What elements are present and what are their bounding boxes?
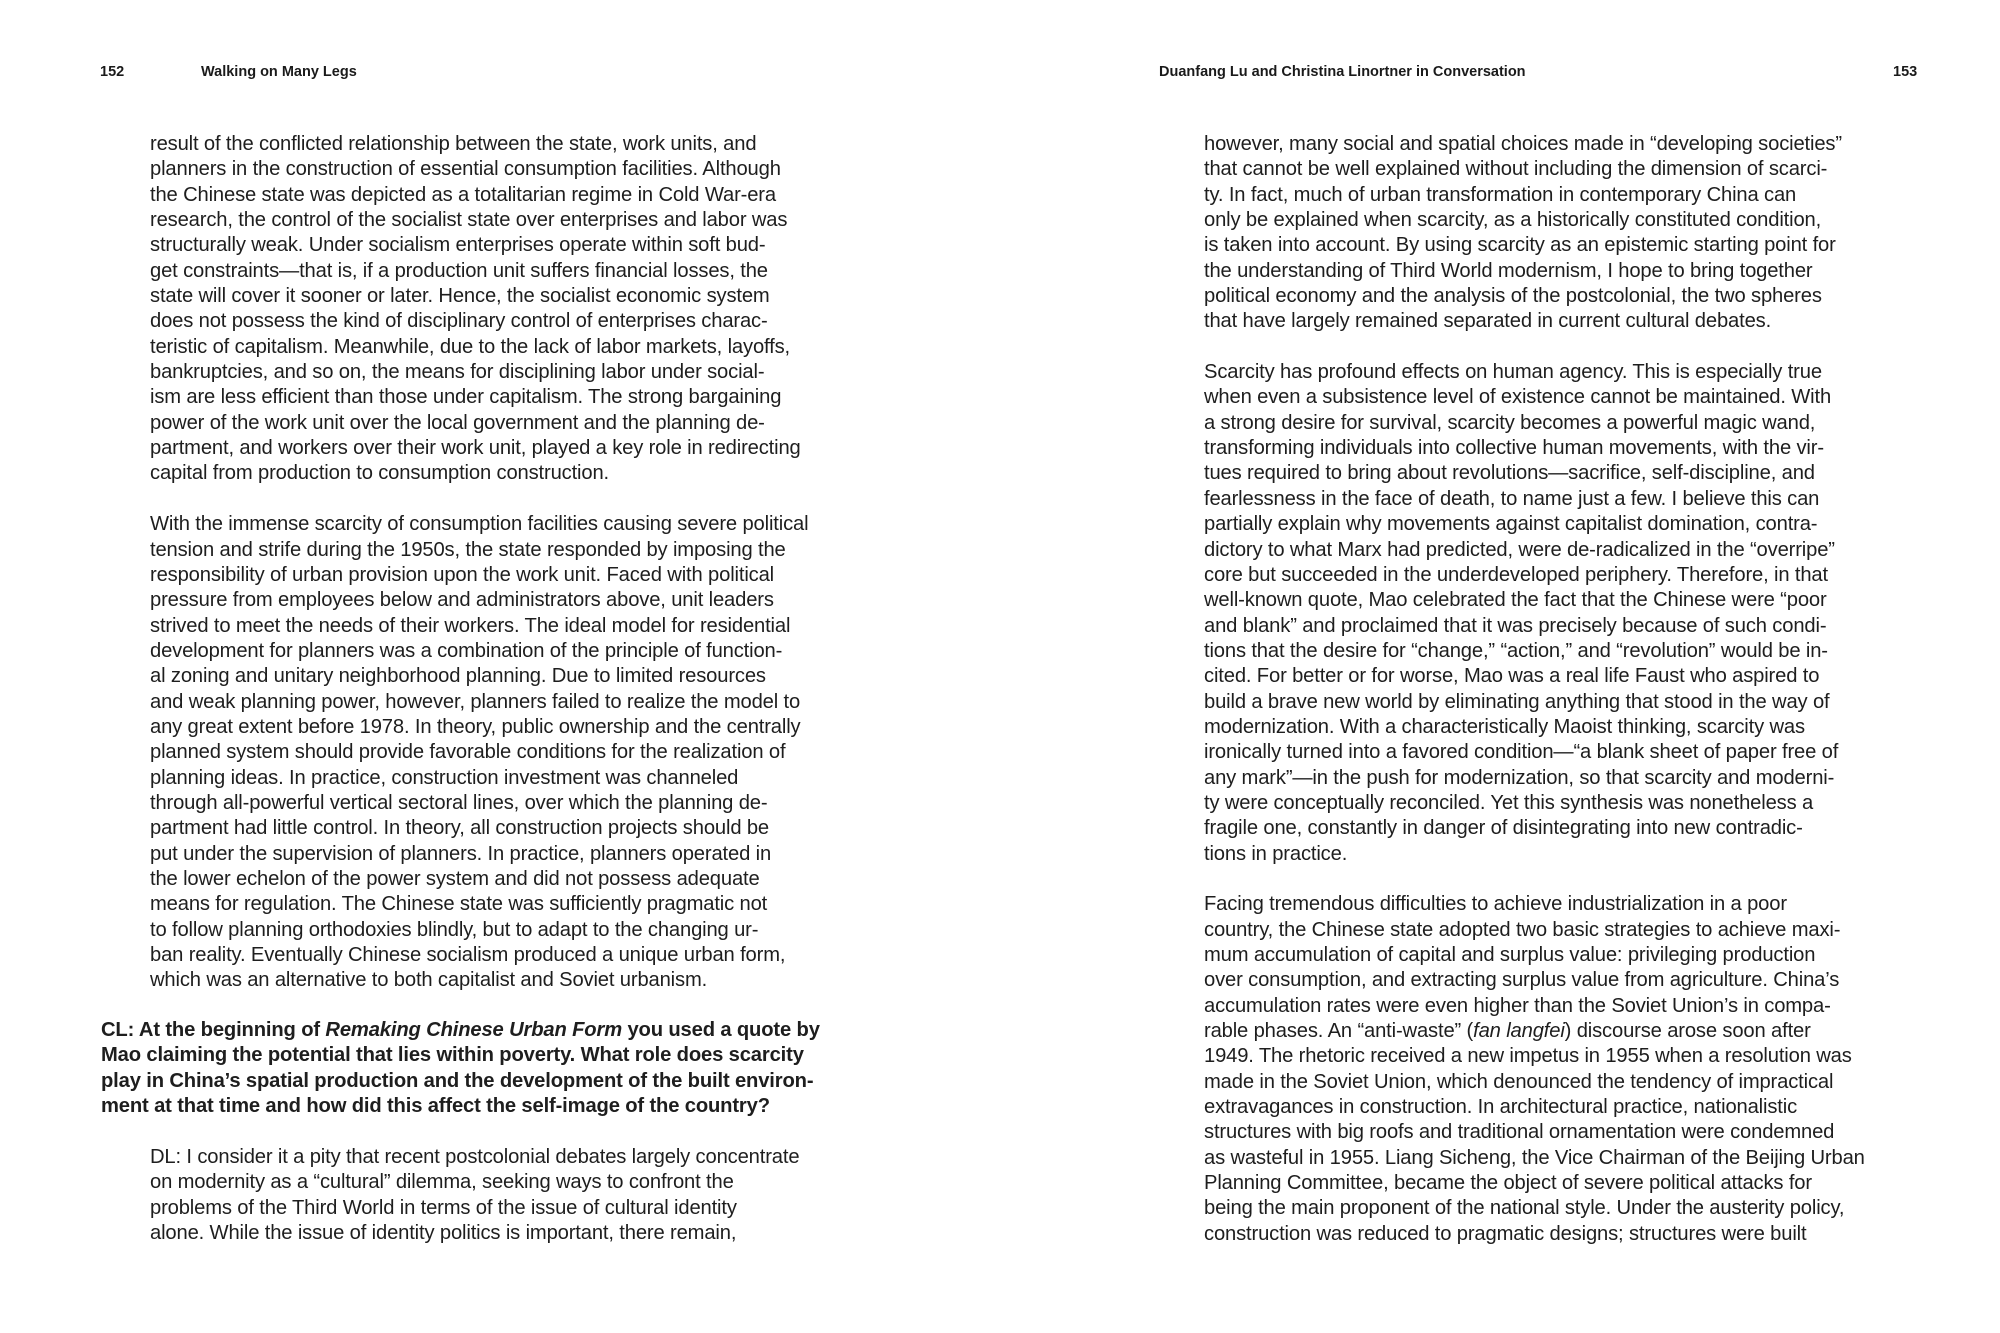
text-line: play in China’s spatial production and the development of the built environ- <box>101 1069 814 1092</box>
text-line: get constraints—that is, if a production unit suffers financial losses, the <box>150 259 768 282</box>
text-line: teristic of capitalism. Meanwhile, due to the lack of labor markets, layoffs, <box>150 335 790 358</box>
text-line: research, the control of the socialist state over enterprises and labor was <box>150 209 788 232</box>
text-line: construction was reduced to pragmatic designs; structures were built <box>1204 1222 1807 1245</box>
text-line: put under the supervision of planners. In practice, planners operated in <box>150 842 772 865</box>
text-fragment: rable phases. An “anti-waste” ( <box>1204 1020 1474 1043</box>
italic-term: fan langfei <box>1473 1020 1565 1043</box>
text-line: through all-powerful vertical sectoral lines, over which the planning de- <box>150 791 768 814</box>
text-line: means for regulation. The Chinese state was sufficiently pragmatic not <box>150 893 768 916</box>
text-line: dictory to what Marx had predicted, were de-radicalized in the “overripe” <box>1204 538 1835 561</box>
text-line: tions that the desire for “change,” “action,” and “revolution” would be in- <box>1204 639 1828 662</box>
question-text: At the beginning of <box>134 1019 326 1041</box>
text-line: does not possess the kind of disciplinary control of enterprises charac- <box>150 310 768 333</box>
text-line: political economy and the analysis of the postcolonial, the two spheres <box>1204 285 1822 308</box>
text-line: ty were conceptually reconciled. Yet this synthesis was nonetheless a <box>1204 791 1814 814</box>
text-line: fragile one, constantly in danger of disintegrating into new contradic- <box>1204 817 1803 840</box>
text-line: partially explain why movements against capitalist domination, contra- <box>1204 513 1818 536</box>
text-line: planned system should provide favorable conditions for the realization of <box>150 741 786 764</box>
text-line: 1949. The rhetoric received a new impetus in 1955 when a resolution was <box>1204 1045 1852 1068</box>
text-fragment: ) discourse arose soon after <box>1564 1020 1811 1043</box>
text-line: problems of the Third World in terms of the issue of cultural identity <box>150 1196 737 1219</box>
text-line: the lower echelon of the power system and did not possess adequate <box>150 867 760 890</box>
question-text: you used a quote by <box>622 1019 820 1041</box>
text-line: ism are less efficient than those under capitalism. The strong bargaining <box>150 386 782 409</box>
text-line: well-known quote, Mao celebrated the fact that the Chinese were “poor <box>1204 589 1827 612</box>
paragraph-3 <box>1204 132 1865 335</box>
text-line: structures with big roofs and traditional ornamentation were condemned <box>1204 1121 1835 1144</box>
text-line: that cannot be well explained without including the dimension of scarci- <box>1204 158 1828 181</box>
text-line: accumulation rates were even higher than the Soviet Union’s in compa- <box>1204 994 1831 1017</box>
text-line: Mao claiming the potential that lies within poverty. What role does scarcity <box>101 1044 804 1067</box>
text-line: partment, and workers over their work unit, played a key role in redirecting <box>150 437 801 460</box>
text-line: alone. While the issue of identity politics is important, there remain, <box>150 1222 737 1245</box>
text-line: mum accumulation of capital and surplus value: privileging production <box>1204 944 1816 966</box>
text-line: only be explained when scarcity, as a historically constituted condition, <box>1204 209 1822 232</box>
interviewer-question <box>101 1018 820 1119</box>
text-line: which was an alternative to both capitalist and Soviet urbanism. <box>150 969 708 992</box>
text-line: tions in practice. <box>1204 842 1348 865</box>
text-line: made in the Soviet Union, which denounced the tendency of impractical <box>1204 1070 1834 1093</box>
text-line: and weak planning power, however, planners failed to realize the model to <box>150 690 801 713</box>
text-line: build a brave new world by eliminating anything that stood in the way of <box>1204 690 1830 713</box>
text-line: partment had little control. In theory, all construction projects should be <box>150 817 770 840</box>
question-line-1 <box>101 1018 820 1043</box>
text-line: fearlessness in the face of death, to name just a few. I believe this can <box>1204 487 1820 510</box>
page-number-left: 152 <box>100 64 125 80</box>
text-line: structurally weak. Under socialism enterprises operate within soft bud- <box>150 234 766 257</box>
text-line: when even a subsistence level of existence cannot be maintained. With <box>1204 386 1832 409</box>
text-line: the Chinese state was depicted as a totalitarian regime in Cold War-era <box>150 183 776 206</box>
text-line: and blank” and proclaimed that it was precisely because of such condi- <box>1204 614 1827 637</box>
text-line: development for planners was a combination of the principle of function- <box>150 639 783 662</box>
text-line: is taken into account. By using scarcity as an epistemic starting point for <box>1204 234 1836 257</box>
text-line: ironically turned into a favored condition—“a blank sheet of paper free of <box>1204 741 1839 764</box>
running-title-right: Duanfang Lu and Christina Linortner in Conversation <box>1159 64 1526 80</box>
text-line: tension and strife during the 1950s, the state responded by imposing the <box>150 538 786 561</box>
text-line: the understanding of Third World modernism, I hope to bring together <box>1204 259 1813 282</box>
text-line: cited. For better or for worse, Mao was a real life Faust who aspired to <box>1204 665 1820 688</box>
text-line: over consumption, and extracting surplus value from agriculture. China’s <box>1204 969 1840 992</box>
text-line: result of the conflicted relationship between the state, work units, and <box>150 133 757 155</box>
book-title: Remaking Chinese Urban Form <box>325 1019 622 1041</box>
text-line: on modernity as a “cultural” dilemma, seeking ways to confront the <box>150 1171 734 1194</box>
text-line: pressure from employees below and administrators above, unit leaders <box>150 589 774 612</box>
paragraph-2 <box>150 512 808 994</box>
right-body-column <box>1204 132 1865 1247</box>
text-line: al zoning and unitary neighborhood planning. Due to limited resources <box>150 665 766 688</box>
paragraph-5 <box>1204 892 1865 1247</box>
right-page <box>1000 0 2000 1333</box>
text-line: country, the Chinese state adopted two basic strategies to achieve maxi- <box>1204 918 1841 941</box>
text-line: modernization. With a characteristically Maoist thinking, scarcity was <box>1204 715 1805 738</box>
text-line: power of the work unit over the local government and the planning de- <box>150 411 765 434</box>
text-line: strived to meet the needs of their workers. The ideal model for residential <box>150 614 791 637</box>
text-line: ty. In fact, much of urban transformation in contemporary China can <box>1204 183 1797 206</box>
text-line: extravagances in construction. In architectural practice, nationalistic <box>1204 1096 1798 1119</box>
left-body-column <box>150 132 808 1019</box>
running-title-left: Walking on Many Legs <box>201 64 357 80</box>
text-line: tues required to bring about revolutions—sacrifice, self-discipline, and <box>1204 462 1815 485</box>
text-line: to follow planning orthodoxies blindly, but to adapt to the changing ur- <box>150 918 759 941</box>
text-line: planning ideas. In practice, construction investment was channeled <box>150 766 739 789</box>
text-line: capital from production to consumption construction. <box>150 462 609 485</box>
text-line <box>1204 1019 1865 1044</box>
text-line: that have largely remained separated in current cultural debates. <box>1204 310 1772 333</box>
page-number-right: 153 <box>1893 64 1918 80</box>
text-line: a strong desire for survival, scarcity becomes a powerful magic wand, <box>1204 411 1816 434</box>
paragraph-1 <box>150 132 808 487</box>
text-line: being the main proponent of the national style. Under the austerity policy, <box>1204 1197 1845 1220</box>
text-line: any great extent before 1978. In theory, public ownership and the centrally <box>150 715 801 738</box>
interviewee-answer <box>150 1145 799 1246</box>
paragraph-4 <box>1204 360 1865 867</box>
text-line: ban reality. Eventually Chinese socialism produced a unique urban form, <box>150 944 786 966</box>
text-line: bankruptcies, and so on, the means for disciplining labor under social- <box>150 361 765 384</box>
answer-paragraph <box>150 1145 799 1246</box>
text-line: Scarcity has profound effects on human agency. This is especially true <box>1204 361 1822 384</box>
text-line: state will cover it sooner or later. Hence, the socialist economic system <box>150 285 770 308</box>
text-line: With the immense scarcity of consumption facilities causing severe political <box>150 513 809 536</box>
text-line: Planning Committee, became the object of severe political attacks for <box>1204 1172 1812 1195</box>
text-line: as wasteful in 1955. Liang Sicheng, the Vice Chairman of the Beijing Urban <box>1204 1146 1865 1169</box>
text-line: planners in the construction of essential consumption facilities. Although <box>150 158 781 181</box>
text-line: ment at that time and how did this affect the self-image of the country? <box>101 1095 770 1118</box>
text-line: core but succeeded in the underdeveloped periphery. Therefore, in that <box>1204 563 1828 586</box>
text-line: Facing tremendous difficulties to achieve industrialization in a poor <box>1204 893 1787 916</box>
text-line: responsibility of urban provision upon the work unit. Faced with political <box>150 563 775 586</box>
text-line: transforming individuals into collective human movements, with the vir- <box>1204 437 1824 460</box>
speaker-label-cl: CL: <box>101 1019 135 1041</box>
text-line: however, many social and spatial choices made in “developing societies” <box>1204 133 1842 155</box>
text-line: any mark”—in the push for modernization, so that scarcity and moderni- <box>1204 766 1835 789</box>
text-line: DL: I consider it a pity that recent postcolonial debates largely concentrate <box>150 1146 800 1168</box>
